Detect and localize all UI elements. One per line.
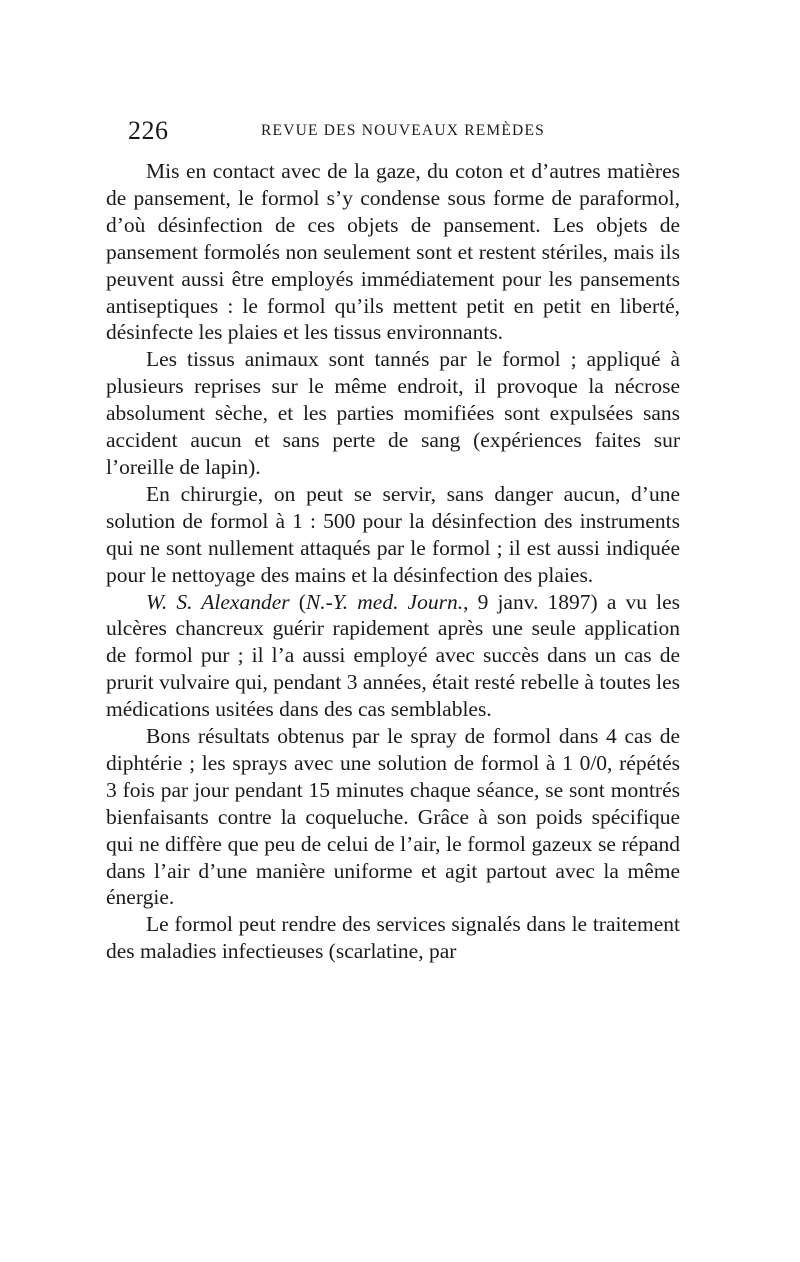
paragraph-animal-tissues: Les tissus animaux sont tannés par le formol ; appliqué à plusieurs reprises sur le même endroit, il provoque la nécrose absolument sèche, et les parties momifiées sont expulsées sans accident aucun et sans perte de sang (expériences faites sur l’oreille de lapin). [106,347,680,479]
body-text [106,158,680,965]
page-number: 226 [128,116,169,145]
citation-journal: N.-Y. med. Journ. [305,589,464,614]
running-head [124,116,684,146]
paragraph-surgery: En chirurgie, on peut se servir, sans danger aucun, d’une solution de formol à 1 : 500 pour la désinfection des instruments qui ne sont nullement attaqués par le formol ; il est aussi indiquée pour le nettoyage des mains et la désinfection des plaies. [106,481,680,587]
paragraph-alexander-citation [106,589,680,724]
running-title: REVUE DES NOUVEAUX REMÈDES [261,122,545,139]
citation-author: W. S. Alexander [146,589,290,614]
citation-open-paren: ( [289,589,306,614]
paragraph-gauze-disinfection: Mis en contact avec de la gaze, du coton et d’autres matières de pansement, le formol s’y condense sous forme de paraformol, d’où désinfection de ces objets de pansement. Les objets de pansement formolés non seulement sont et restent stériles, mais ils peuvent aussi être employés immédiatement pour les pansements antiseptiques : le formol qu’ils mettent petit en petit en liberté, désinfecte les plaies et les tissus environnants. [106,159,680,345]
citation-rest: , 9 janv. 1897) a vu les ulcères chancreux guérir rapidement après une seule application de formol pur ; il l’a aussi employé avec succès dans un cas de prurit vulvaire qui, pendant 3 années, était resté rebelle à toutes les médications usitées dans des cas semblables. [106,589,680,722]
paragraph-spray-results: Bons résultats obtenus par le spray de formol dans 4 cas de diphtérie ; les sprays avec une solution de formol à 1 0/0, répétés 3 fois par jour pendant 15 minutes chaque séance, se sont montrés bienfaisants contre la coqueluche. Grâce à son poids spécifique qui ne diffère que peu de celui de l’air, le formol gazeux se répand dans l’air d’une manière uniforme et agit partout avec la même énergie. [106,724,680,910]
paragraph-infectious-diseases: Le formol peut rendre des services signalés dans le traitement des maladies infectieuses (scarlatine, par [106,912,680,964]
